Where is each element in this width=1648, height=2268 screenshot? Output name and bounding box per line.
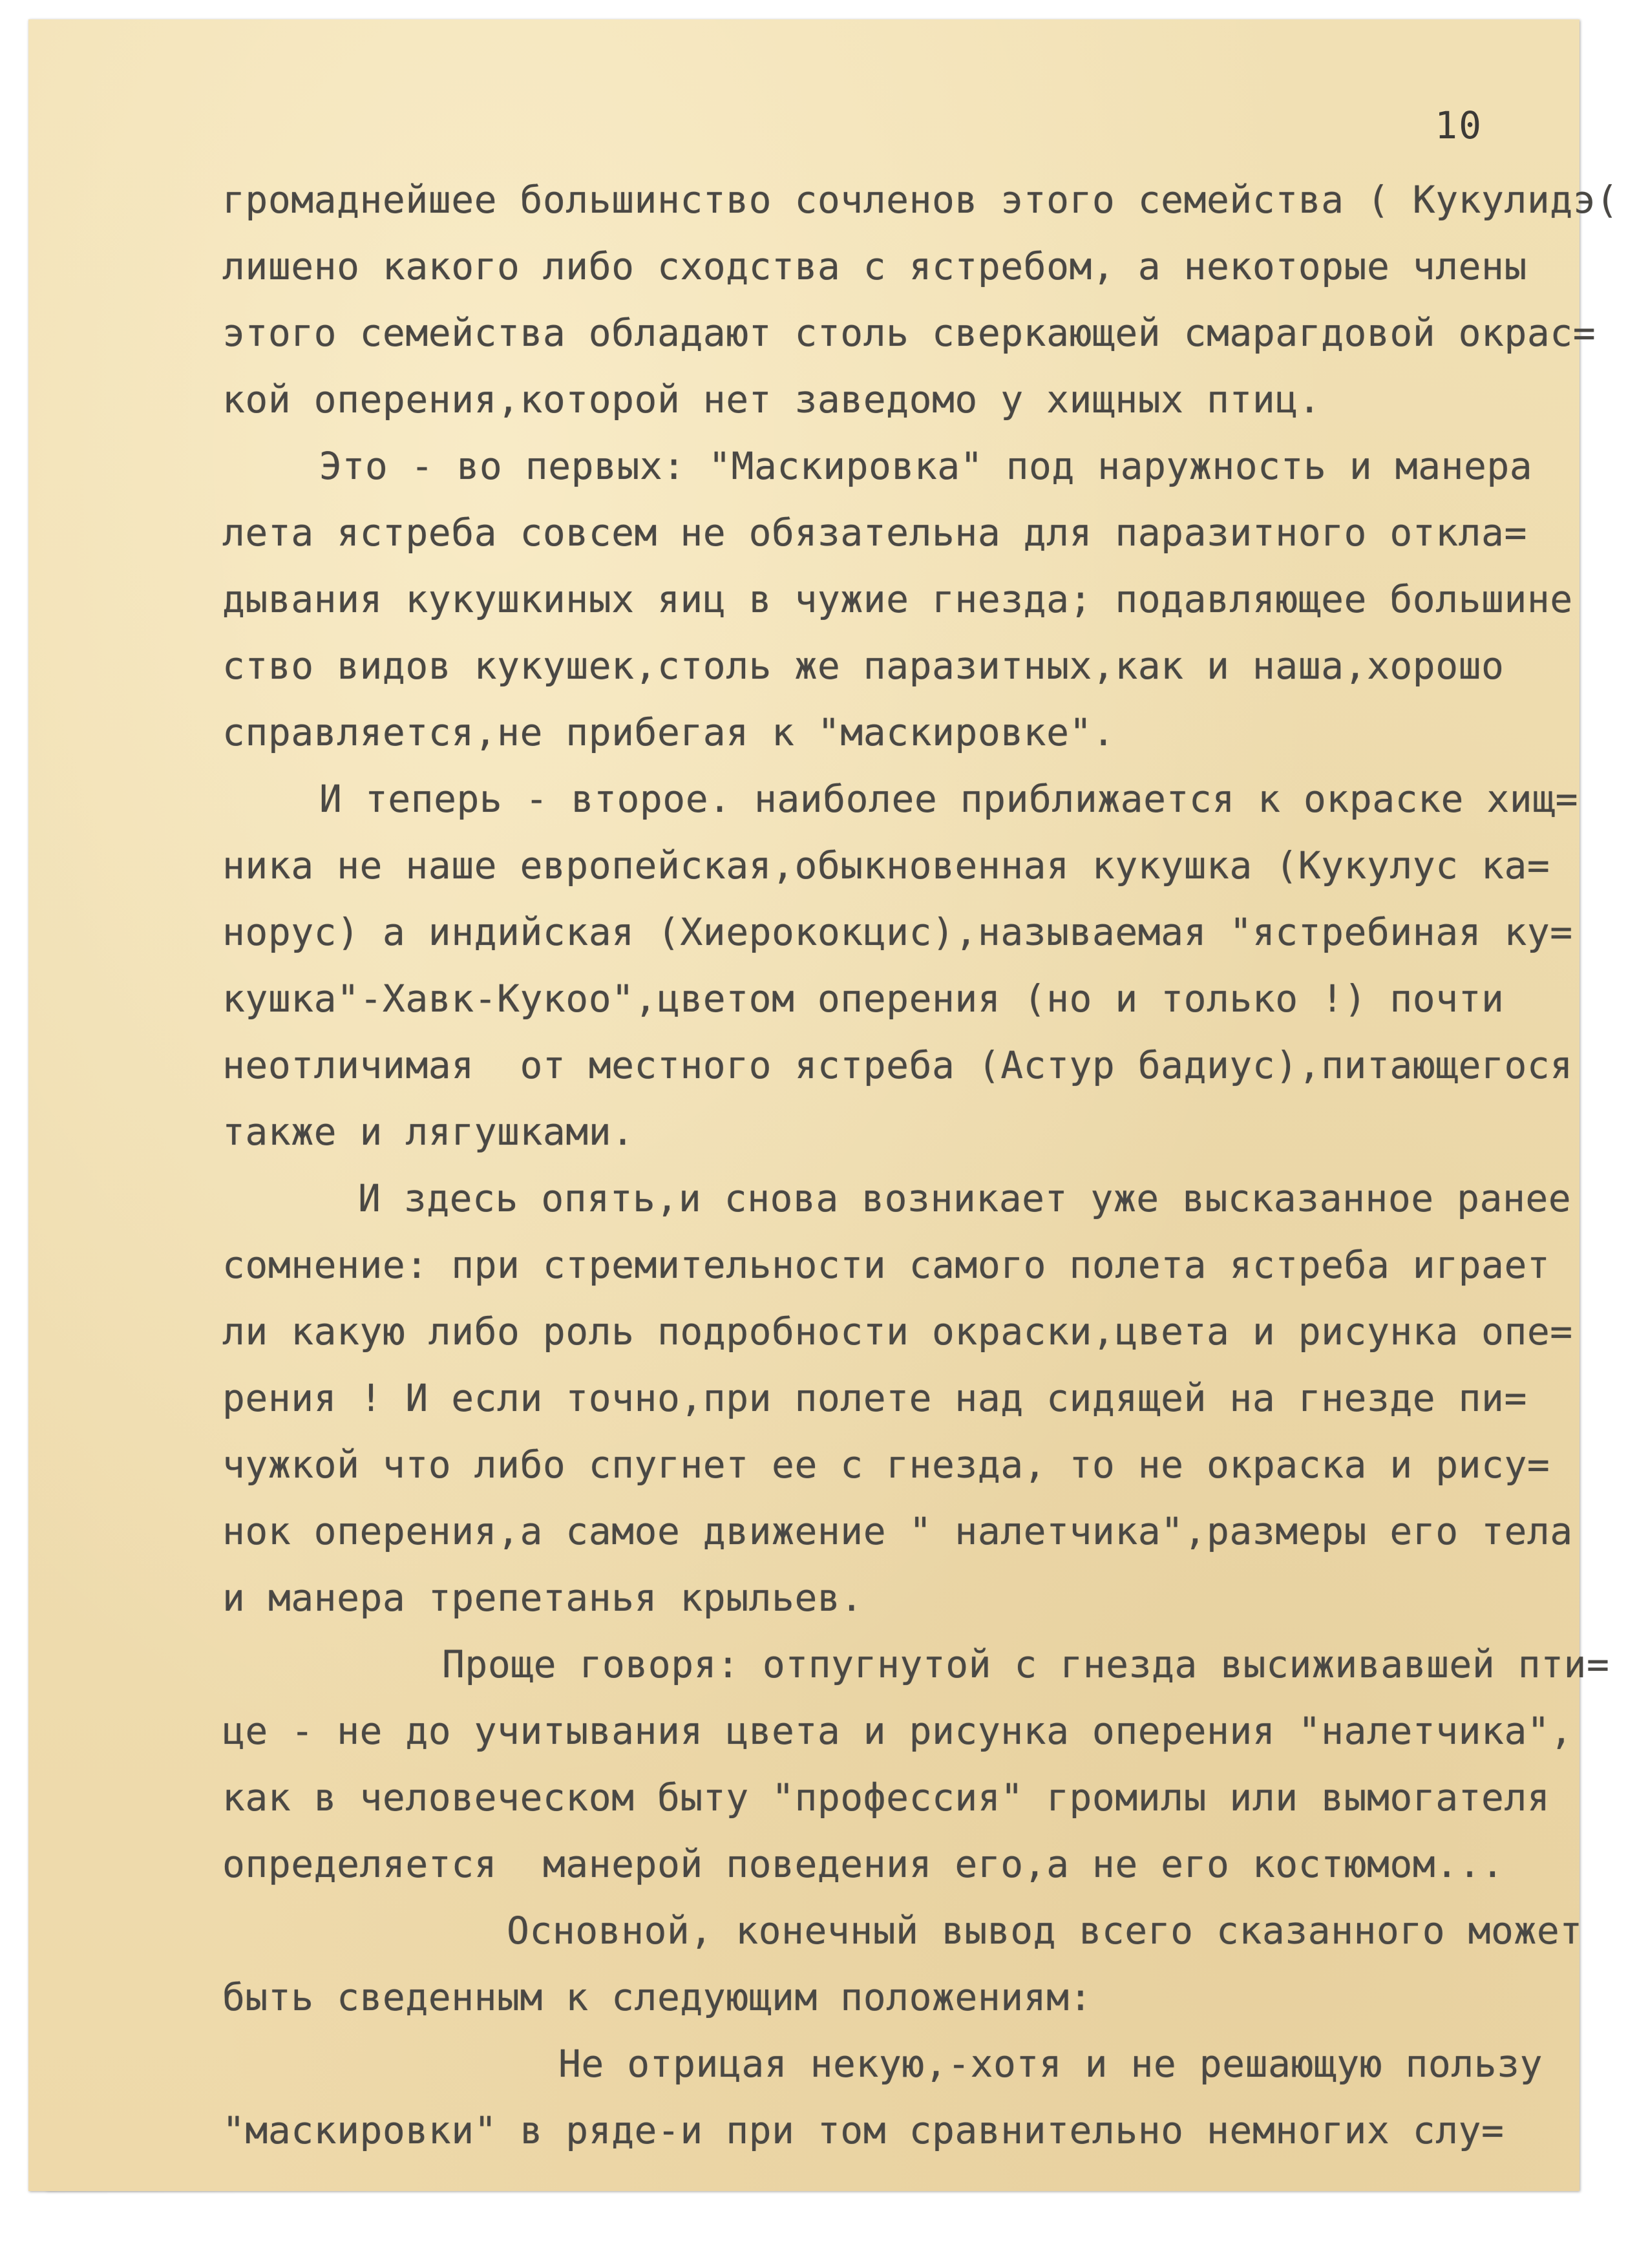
text-line: ли какую либо роль подробности окраски,цвета и рисунка опе=	[222, 1309, 1573, 1353]
text-line: ника не наше европейская,обыкновенная кукушка (Кукулус ка=	[222, 843, 1550, 887]
text-line: "маскировки" в ряде-и при том сравнительно немногих слу=	[222, 2108, 1505, 2152]
typewritten-page	[28, 19, 1619, 2191]
text-line: ство видов кукушек,столь же паразитных,как и наша,хорошо	[222, 644, 1505, 688]
body-text	[222, 167, 1619, 2164]
text-line: Это - во первых: "Маскировка" под наружность и манера	[319, 444, 1533, 488]
text-line: кушка"-Хавк-Кукоо",цветом оперения (но и только !) почти	[222, 977, 1505, 1021]
text-line: сомнение: при стремительности самого полета ястреба играет	[222, 1243, 1550, 1287]
text-line: и манера трепетанья крыльев.	[222, 1576, 863, 1620]
text-line: це - не до учитывания цвета и рисунка оперения "налетчика",	[222, 1709, 1573, 1753]
text-line: нок оперения,а самое движение " налетчика",размеры его тела	[222, 1509, 1573, 1553]
text-line: также и лягушками.	[222, 1110, 635, 1154]
text-line: справляется,не прибегая к "маскировке".	[222, 710, 1115, 754]
text-line: И теперь - второе. наиболее приближается к окраске хищ=	[319, 777, 1579, 821]
text-line: Не отрицая некую,-хотя и не решающую пользу	[558, 2042, 1543, 2086]
text-line: рения ! И если точно,при полете над сидящей на гнезде пи=	[222, 1376, 1527, 1420]
text-line: лета ястреба совсем не обязательна для паразитного откла=	[222, 511, 1527, 555]
text-line: определяется манерой поведения его,а не его костюмом...	[222, 1842, 1505, 1886]
text-line: дывания кукушкиных яиц в чужие гнезда; подавляющее большине	[222, 577, 1573, 621]
text-line: Проще говоря: отпугнутой с гнезда высиживавшей пти=	[442, 1642, 1610, 1686]
text-line: громаднейшее большинство сочленов этого семейства ( Кукулидэ(	[222, 178, 1619, 222]
text-line: кой оперения,которой нет заведомо у хищных птиц.	[222, 377, 1322, 421]
text-line: неотличимая от местного ястреба (Астур бадиус),питающегося	[222, 1043, 1573, 1087]
text-line: чужкой что либо спугнет ее с гнезда, то не окраска и рису=	[222, 1443, 1550, 1487]
text-line: как в человеческом быту "профессия" громилы или вымогателя	[222, 1775, 1550, 1819]
text-line: лишено какого либо сходства с ястребом, а некоторые члены	[222, 244, 1527, 288]
text-line: быть сведенным к следующим положениям:	[222, 1975, 1092, 2019]
text-line: Основной, конечный вывод всего сказанного может	[507, 1909, 1583, 1953]
text-line: норус) а индийская (Хиерококцис),называемая "ястребиная ку=	[222, 910, 1573, 954]
text-line: И здесь опять,и снова возникает уже высказанное ранее	[358, 1176, 1572, 1220]
page-number: 10	[1435, 103, 1483, 147]
text-line: этого семейства обладают столь сверкающей смарагдовой окрас=	[222, 311, 1596, 355]
